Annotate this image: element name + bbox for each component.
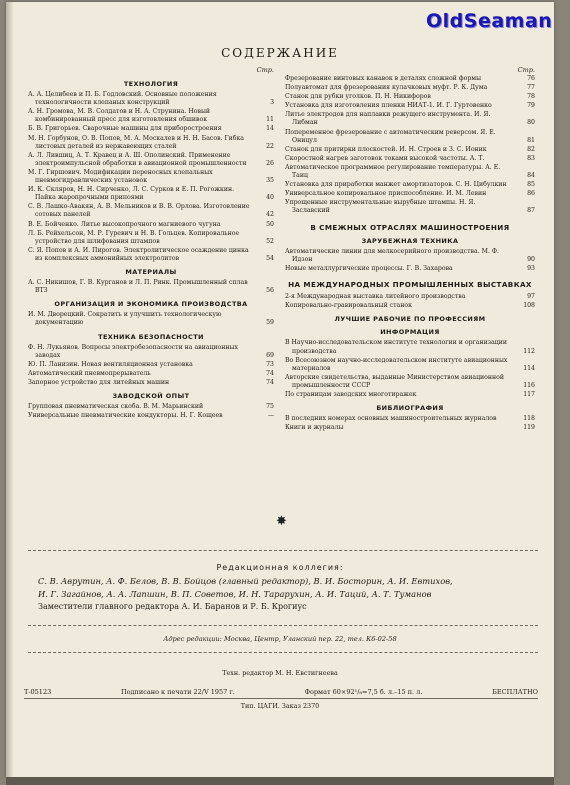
toc-entry[interactable] [285,129,535,145]
toc-entry-page: 116 [523,381,535,389]
toc-entry-title: Ф. Н. Лукьянов. Вопросы электробезопасности на авиационных заводах [28,343,238,359]
page-column-label: Стр. [517,66,535,74]
toc-entry-page: 59 [266,319,274,327]
toc-entry[interactable] [285,164,535,180]
toc-entry[interactable] [285,424,535,432]
imprint-price: БЕСПЛАТНО [492,688,538,696]
toc-entry[interactable] [285,102,535,110]
toc-entry[interactable] [28,152,274,168]
toc-entry[interactable] [28,91,274,107]
toc-entry-page: 108 [523,302,535,310]
imprint-format: Формат 60×92¹/₈=7,5 б. л.–15 п. л. [304,688,423,696]
toc-entry-page: 35 [266,177,274,185]
toc-entry-page: 83 [527,154,535,162]
toc-entry-title: А. С. Никишов, Г. В. Курганов и Л. П. Ринк. Промышленный сплав ВТ3 [28,279,248,295]
toc-entry-title: Фрезерование винтовых канавок в деталях сложной формы [285,75,482,82]
page-spine [6,2,14,777]
toc-entry-page: 40 [266,194,274,202]
editorial-board-line: С. В. Аврутин, А. Ф. Белов, В. В. Бойцов (главный редактор), В. И. Босторин, А. И. Евтихов, [38,576,453,586]
editorial-board-deputies: Заместители главного редактора А. И. Баранов и Р. Б. Крогиус [38,602,307,611]
editorial-address: Адрес редакции: Москва, Центр, Уланский пер. 22, тел. К6-02-58 [163,635,397,643]
toc-entry-title: По страницам заводских многотиражек [285,391,417,398]
tech-editor: Техн. редактор М. Н. Евстигнеева [222,669,338,677]
toc-entry[interactable] [285,111,535,127]
toc-entry-page: 80 [527,119,535,127]
toc-entry-page: 84 [527,172,535,180]
toc-entry-page: 75 [266,403,274,411]
toc-entry-title: Литье электродов для наплавки режущего инструмента. И. Я. Либман [285,111,491,127]
toc-entry-title: И. М. Дворецкий. Сократить и улучшить технологическую документацию [28,311,222,327]
toc-entry-title: Станок для притирки плоскостей. И. Н. Строев и З. С. Ионик [285,145,487,153]
toc-entry-page: 117 [523,391,535,398]
toc-entry-title: Книги и журналы [285,424,344,432]
editorial-board-line: И. Г. Загайнов, А. А. Лапшин, В. П. Советов, И. Н. Тарарухин, А. И. Таций, А. Т. Туманов [38,589,432,599]
toc-entry-page: 77 [527,84,535,92]
divider [28,550,538,551]
toc-entry-title: М. Н. Горбунов, О. В. Попов, М. А. Москалев и Н. Н. Басов. Гибка листовых деталей из нержавеющих сталей [28,134,244,150]
toc-entry[interactable] [285,190,535,198]
toc-entry-page: 42 [266,211,274,219]
editorial-board-heading: Редакционная коллегия: [216,563,344,572]
toc-entry-page: 54 [266,254,274,262]
toc-entry-title: Автоматические линии для мелкосерийного производства. М. Ф. Идзон [285,247,500,263]
toc-entry-title: Групповая пневматическая скоба. В. М. Марьинский [28,403,204,411]
toc-entry-page: 78 [527,93,535,101]
toc-entry[interactable] [285,84,535,92]
toc-entry[interactable] [28,344,274,360]
toc-entry-title: Запорное устройство для литейных машин [28,379,170,386]
toc-entry[interactable] [28,403,274,411]
toc-entry-page: 11 [266,116,274,124]
printer-info: Тип. ЦАГИ. Заказ 2370 [240,702,320,710]
toc-entry[interactable] [285,391,535,399]
toc-entry-title: Скоростной нагрев заготовок токами высокой частоты. А. Т. [285,154,485,162]
toc-entry[interactable] [28,247,274,263]
toc-entry[interactable] [28,230,274,246]
toc-entry[interactable] [28,203,274,219]
toc-entry-title: Попеременное фрезерование с автоматическим реверсом. Я. Е. Оницул [285,128,496,144]
divider [28,652,538,653]
section-heading: МАТЕРИАЛЫ [125,267,177,276]
toc-entry[interactable] [285,374,535,390]
toc-entry-page: 114 [523,364,535,372]
toc-entry-title: В Научно-исследовательском институте технологии и организации производства [285,339,508,355]
toc-entry-title: Универсальные пневматические кондукторы. Н. Г. Кощеев [28,412,223,420]
toc-entry-page: 22 [266,142,274,150]
toc-entry[interactable] [28,125,274,133]
toc-entry-page: 76 [527,75,535,82]
toc-entry[interactable] [285,93,535,101]
toc-entry-page: 50 [266,220,274,228]
page-edge [6,777,554,785]
divider [28,625,538,626]
section-heading: ИНФОРМАЦИЯ [380,328,440,337]
toc-entry-title: И. К. Скляров, Н. Н. Сирченко, Л. С. Сурков и Е. П. Рогожкин. Пайка жаропрочными припоями [28,186,235,202]
toc-entry-page: 73 [266,360,274,368]
toc-entry-page: 86 [527,190,535,198]
toc-entry[interactable] [28,379,274,387]
toc-entry-title: Копировально-гравировальный станок [285,302,412,310]
toc-entry[interactable] [285,199,535,215]
toc-entry-title: Полуавтомат для фрезерования кулачковых муфт. Р. К. Дума [285,84,488,92]
toc-entry-page: 26 [266,159,274,167]
toc-entry[interactable] [28,361,274,369]
toc-entry-title: Л. Б. Рейхельсон, М. Р. Гуревич и Н. В. Гольцев. Копировальное устройство для шлифования штампов [28,229,240,245]
toc-entry[interactable] [28,186,274,202]
toc-entry[interactable] [28,135,274,151]
toc-entry-title: Упрощенные инструментальные вырубные штампы. Н. Я. Заславский [285,199,476,215]
toc-entry[interactable] [285,146,535,154]
toc-entry-page: 119 [523,424,535,432]
toc-entry-page: 74 [266,379,274,386]
toc-entry-page: 69 [266,351,274,359]
toc-entry-page: 74 [266,369,274,377]
toc-entry-page: 85 [527,181,535,189]
toc-entry-page: 82 [527,145,535,153]
toc-entry-page: 81 [527,136,535,144]
toc-entry-title: Во Всесоюзном научно-исследовательском институте авиационных материалов [285,356,508,372]
section-heading: В СМЕЖНЫХ ОТРАСЛЯХ МАШИНОСТРОЕНИЯ [310,222,510,232]
toc-entry-title: Станок для рубки уголков. П. Н. Никифоров [285,93,431,101]
section-heading: БИБЛИОГРАФИЯ [376,404,444,413]
toc-entry-page: 93 [527,264,535,272]
section-heading: ТЕХНИКА БЕЗОПАСНОСТИ [98,332,204,341]
toc-entry-page: 87 [527,207,535,215]
toc-entry-page: 52 [266,237,274,245]
toc-entry-page: 97 [527,293,535,301]
contents-left-column [28,66,274,421]
toc-entry-title: Ю. П. Ланизин. Новая вентиляционная установка [28,360,193,368]
toc-entry[interactable] [285,155,535,163]
section-heading: НА МЕЖДУНАРОДНЫХ ПРОМЫШЛЕННЫХ ВЫСТАВКАХ [288,279,532,289]
toc-entry[interactable] [285,339,535,355]
toc-entry-title: Автоматический пневмопрерыватель [28,369,151,377]
toc-entry-page: 118 [523,415,535,423]
toc-entry-title: С. В. Лашко-Авакян, А. В. Мельников и В. В. Орлова. Изготовление сотовых панелей [28,203,250,219]
toc-entry-title: М. Г. Гиршович. Модификации переносных клепальных пневмогидравлических установок [28,168,213,185]
toc-entry-page: 3 [270,99,274,107]
toc-entry-title: А. Н. Громова, М. В. Солдатов и Н. А. Струнина. Новый комбинированный пресс для изготовления обшивок [28,108,211,124]
toc-entry-title: Автоматическое программное регулирование температуры. А. Е. Таиц [285,163,501,180]
toc-entry-title: Установка для изготовления пленки НИАТ-1. И. Г. Гуртовенко [285,102,492,110]
star-ornament: ✸ [276,514,287,529]
imprint-signed: Подписано к печати 22/V 1957 г. [120,688,235,696]
page-column-label: Стр. [256,66,274,74]
toc-entry-title: С. Я. Попов и А. И. Пирогов. Электролитическое осаждение цинка из комплексных аммонийных электролитов [28,246,249,262]
toc-entry-title: Новые металлургические процессы. Г. В. Захарова [285,264,453,272]
toc-entry[interactable] [285,302,535,310]
toc-entry-page: 14 [266,125,274,133]
section-heading: ОРГАНИЗАЦИЯ И ЭКОНОМИКА ПРОИЗВОДСТВА [54,300,248,309]
toc-entry-title: А. А. Целибеев и П. Б. Годловский. Основные положения технологичности клепаных конструкций [28,91,217,107]
section-heading: ТЕХНОЛОГИЯ [123,80,179,88]
toc-entry-title: Авторские свидетельства, выданные Министерством авиационной промышленности СССР [285,373,505,389]
toc-entry-page: 90 [527,255,535,263]
section-heading: ЛУЧШИЕ РАБОЧИЕ ПО ПРОФЕССИЯМ [334,315,486,324]
imprint-line [24,686,538,699]
toc-entry[interactable] [28,108,274,124]
imprint-code: Т-05123 [24,688,52,696]
document-page [6,2,554,777]
toc-entry[interactable] [285,75,535,83]
toc-entry-title: В последних номерах основных машиностроительных журналов [285,415,497,423]
toc-entry-title: Универсальное копировальное приспособление. И. М. Левин [285,190,487,198]
contents-right-column [285,66,535,433]
toc-entry[interactable] [285,415,535,423]
toc-entry[interactable] [28,279,274,295]
toc-entry[interactable] [285,357,535,373]
toc-entry-title: В. Е. Бойченко. Литье высокопрочного магниевого чугуна [28,220,221,228]
toc-entry-page: — [267,412,274,420]
toc-entry-title: А. Л. Лившиц, А. Т. Кравец и А. Ш. Ополинский. Применение электроимпульсной обработки в авиационной промышленности [28,151,247,167]
toc-entry[interactable] [285,265,535,273]
toc-entry[interactable] [28,221,274,229]
toc-entry-page: 56 [266,287,274,295]
toc-entry[interactable] [285,248,535,264]
toc-entry-page: 112 [523,347,535,355]
toc-entry[interactable] [28,311,274,327]
toc-entry-title: 2-я Международная выставка литейного производства [285,293,466,301]
toc-entry-title: Б. В. Григорьев. Сварочные машины для приборостроения [28,125,222,133]
page-title: СОДЕРЖАНИЕ [221,46,339,60]
toc-entry[interactable] [28,412,274,420]
toc-entry[interactable] [28,370,274,378]
toc-entry[interactable] [28,169,274,185]
toc-entry[interactable] [285,293,535,301]
toc-entry-page: 79 [527,102,535,110]
watermark-logo: OldSeaman [426,10,553,32]
toc-entry[interactable] [285,181,535,189]
section-heading: ЗАВОДСКОЙ ОПЫТ [112,392,190,401]
section-heading: ЗАРУБЕЖНАЯ ТЕХНИКА [361,236,459,245]
toc-entry-title: Установка для приработки манжет амортизаторов. С. Н. Цибулкин [285,181,507,189]
